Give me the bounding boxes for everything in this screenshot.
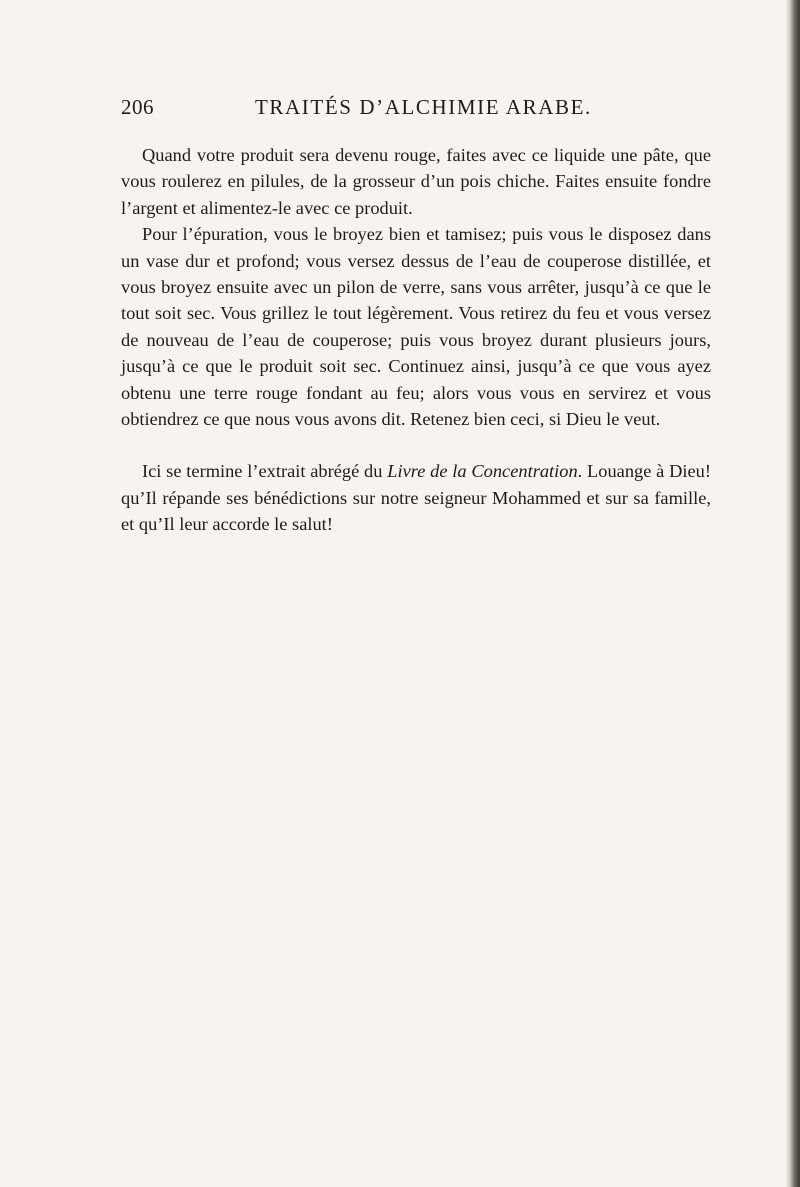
paragraph-closing [121,458,711,537]
running-title: TRAITÉS D’ALCHIMIE ARABE. [255,95,592,119]
page-number: 206 [121,95,154,119]
closing-text-start: Ici se termine l’extrait abrégé du [142,461,388,482]
paragraph-pate: Quand votre produit sera devenu rouge, faites avec ce liquide une pâte, que vous roulerez en pilules, de la grosseur d’un pois chiche. Faites ensuite fondre l’argent et alimentez-le avec ce produit. [121,145,711,218]
paragraph-epuration: Pour l’épuration, vous le broyez bien et tamisez; puis vous le disposez dans un vase dur et profond; vous versez dessus de l’eau de couperose distillée, et vous broyez ensuite avec un pilon de verre, sans vous arrêter, jusqu’à ce que le tout soit sec. Vous grillez le tout légèrement. Vous retirez du feu et vous versez de nouveau de l’eau de couperose; puis vous broyez durant plusieurs jours, jusqu’à ce que le produit soit sec. Continuez ainsi, jusqu’à ce que vous ayez obtenu une terre rouge fondant au feu; alors vous vous en servirez et vous obtiendrez ce que nous vous avons dit. Retenez bien ceci, si Dieu le veut. [121,224,711,430]
closing-text-end: . Louange à Dieu! qu’Il répande ses bénédictions sur notre seigneur Mohammed et sur sa famille, et qu’Il leur accorde le salut! [121,461,711,535]
page-header [121,95,711,125]
body-text [121,142,711,538]
page-edge-shadow [786,0,800,1187]
book-title: Livre de la Concentration [387,461,578,482]
